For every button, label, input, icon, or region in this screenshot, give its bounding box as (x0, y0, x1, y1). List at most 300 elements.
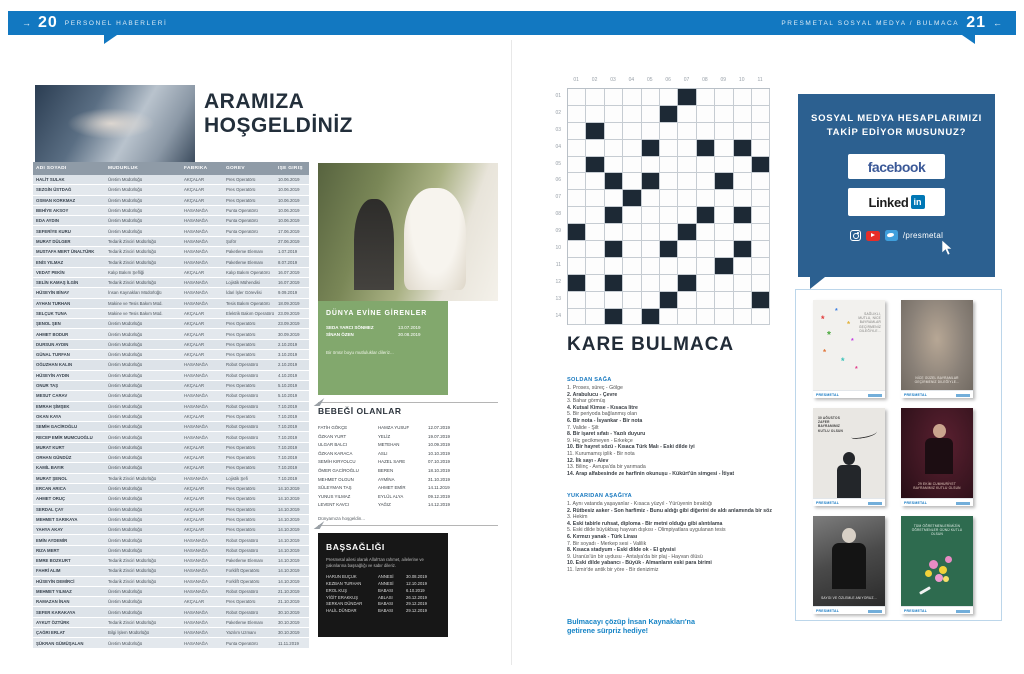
table-cell: 30.10.2019 (278, 619, 300, 625)
table-cell: AKÇALAR (184, 331, 205, 337)
instagram-icon (850, 230, 861, 241)
page-number-left: 20 (38, 14, 58, 31)
condolence-row (326, 588, 440, 595)
table-cell: HASANAĞA (184, 393, 208, 399)
table-cell: RECEP EMİR MUMCUOĞLU (36, 434, 93, 440)
table-row (33, 463, 309, 473)
table-cell: Üretim Müdürlüğü (108, 383, 143, 389)
table-cell: 5.10.2019 (278, 383, 298, 389)
table-cell: Üretim Müdürlüğü (108, 516, 143, 522)
crossword-cell (568, 309, 586, 326)
table-cell: Kalıp Bakım Operatörü (226, 269, 270, 275)
marriage-name: SİNAN ÖZEN (326, 332, 354, 337)
table-row (33, 371, 309, 381)
crossword-cell (697, 106, 715, 123)
crossword-cell (642, 106, 660, 123)
crossword-cell (623, 106, 641, 123)
crossword-cell (568, 123, 586, 140)
table-cell: Robot Operatörü (226, 547, 259, 553)
crossword-cell (660, 224, 678, 241)
table-row (33, 587, 309, 597)
arrow-left-icon: ← (993, 18, 1002, 28)
crossword-cell (752, 241, 770, 258)
table-cell: Üretim Müdürlüğü (108, 187, 143, 193)
table-cell: 14.10.2019 (278, 547, 300, 553)
table-cell: ŞÜKRAN GÜMÜŞALAN (36, 640, 84, 646)
crossword-cell (752, 207, 770, 224)
crossword-cell (678, 173, 696, 190)
crossword-cell (678, 157, 696, 174)
table-cell: AHMET ORUÇ (36, 496, 66, 502)
table-cell: OKAN KAYA (36, 413, 62, 419)
condolence-relation: BABASI (378, 601, 394, 607)
table-cell: AKÇALAR (184, 352, 205, 358)
table-cell: VEDAT PEKİN (36, 269, 65, 275)
across-clue: 7. Valide - Şilt (567, 424, 599, 431)
crossword-cell (752, 190, 770, 207)
condolence-name: HALİL DÜNDAR (326, 608, 357, 614)
table-cell: SEFERİYE KURU (36, 228, 71, 234)
cover-caption: 29 EKİM CUMHURİYET BAYRAMIMIZ KUTLU OLSUN (913, 481, 961, 490)
crossword-cell (586, 292, 604, 309)
headline-line-2: HOŞGELDİNİZ (204, 114, 354, 137)
crossword-cell (642, 89, 660, 106)
table-row (33, 278, 309, 288)
crossword-cell (605, 157, 623, 174)
table-cell: EMRAH ŞİMŞEK (36, 403, 70, 409)
crossword-cell (752, 309, 770, 326)
crossword-cell (568, 275, 586, 292)
table-cell: Üretim Müdürlüğü (108, 372, 143, 378)
crossword-cell (623, 258, 641, 275)
table-cell: Tedarik Zinciri Müdürlüğü (108, 475, 156, 481)
table-cell: 14.10.2019 (278, 537, 300, 543)
personnel-table (33, 162, 309, 649)
crossword-cell (734, 275, 752, 292)
cover-caption: NİCE GÜZEL BAYRAMLAR GEÇİRMENİZ DİLEĞİYLE... (914, 375, 960, 384)
table-cell: 8.07.2019 (278, 259, 298, 265)
table-row (33, 391, 309, 401)
table-cell: 16.07.2019 (278, 280, 300, 286)
crossword-cell (623, 89, 641, 106)
figure-head (933, 424, 946, 438)
table-cell: Robot Operatörü (226, 403, 259, 409)
table-cell: Pres Operatörü (226, 527, 256, 533)
cover-footer (901, 498, 973, 506)
crossword-cell (586, 89, 604, 106)
cover-brand-logo: PRESMETAL (816, 609, 840, 613)
crossword-cell (660, 309, 678, 326)
cover-footer-accent (868, 610, 882, 613)
table-cell: Üretim Müdürlüğü (108, 208, 143, 214)
condolence-relation: ANNESİ (378, 574, 394, 580)
babies-section (318, 406, 468, 521)
table-row (33, 474, 309, 484)
across-clues-list (567, 385, 785, 477)
crossword-cell (697, 241, 715, 258)
table-cell: Pres Operatörü (226, 383, 256, 389)
table-cell: HASANAĞA (184, 362, 208, 368)
table-cell: Pres Operatörü (226, 341, 256, 347)
table-cell: Pres Operatörü (226, 465, 256, 471)
crossword-cell (715, 241, 733, 258)
table-cell: Robot Operatörü (226, 609, 259, 615)
crossword-cell (697, 224, 715, 241)
table-cell: MURAT DÜLGER (36, 238, 71, 244)
cover-brand-logo: PRESMETAL (904, 393, 928, 397)
table-row (33, 556, 309, 566)
across-clue: 4. Kutsal Kimse - Kısaca litre (567, 404, 638, 411)
crossword-cell (605, 173, 623, 190)
table-cell: Bilgi İşlem Müdürlüğü (108, 630, 150, 636)
condolences-message: Presmetal ailesi olarak Allah'tan rahmet, ailelerine ve yakınlarına başsağlığı ve sabır dileriz. (326, 557, 424, 568)
crossword-cell (568, 292, 586, 309)
condolence-row (326, 574, 440, 581)
crossword-cell (752, 123, 770, 140)
pinwheel-glyph: * (823, 348, 827, 357)
table-cell: Pres Operatörü (226, 352, 256, 358)
baby-parent: LEVENT KAVCI (318, 502, 350, 508)
table-cell: Forklift Operatörü (226, 568, 260, 574)
crossword-cell (678, 275, 696, 292)
table-cell: Tedarik Zinciri Müdürlüğü (108, 619, 156, 625)
cover-footer-accent (956, 502, 970, 505)
row-label: 03 (555, 126, 561, 133)
crossword-cell (605, 190, 623, 207)
col-label: 02 (591, 77, 598, 83)
pinwheel-glyph: * (821, 314, 825, 324)
cover-brand-logo: PRESMETAL (816, 501, 840, 505)
twitter-icon (885, 230, 898, 241)
table-cell: 30.10.2019 (278, 630, 300, 636)
baby-date: 31.10.2019 (428, 476, 450, 482)
table-row (33, 515, 309, 525)
pinwheel-glyph: * (841, 356, 845, 366)
cover-caption: TÜM ÖĞRETMENLERİMİZİN ÖĞRETMENLER GÜNÜ KUTLU OLSUN (911, 524, 963, 537)
table-cell: AHMET BODUR (36, 331, 69, 337)
crossword-cell (678, 224, 696, 241)
table-cell: Punta Operatörü (226, 640, 258, 646)
table-row (33, 443, 309, 453)
table-cell: AKÇALAR (184, 506, 205, 512)
table-cell: Pres Operatörü (226, 486, 256, 492)
table-cell: AKÇALAR (184, 516, 205, 522)
table-cell: 10.06.2019 (278, 218, 300, 224)
crossword-cell (752, 140, 770, 157)
baby-row (318, 441, 468, 450)
table-header-row (33, 162, 309, 175)
baby-parent: ÖMER GACİROĞLU (318, 467, 359, 473)
table-row (33, 505, 309, 515)
cover-footer (901, 606, 973, 614)
table-row (33, 350, 309, 360)
condolence-row (326, 601, 440, 608)
social-icons-row (798, 230, 995, 241)
cursor-icon (940, 240, 956, 258)
crossword-cell (752, 275, 770, 292)
cover-brand-logo: PRESMETAL (904, 501, 928, 505)
crossword-cell (605, 309, 623, 326)
baby-date: 19.07.2019 (428, 433, 450, 439)
cover-brand-logo: PRESMETAL (904, 609, 928, 613)
table-cell: AKÇALAR (184, 187, 205, 193)
magazine-cover (813, 300, 885, 398)
down-clue: 1. Aynı vatanda yaşayanlar - Kısaca yüzyıl - Yürüyenin bıraktığı (567, 501, 713, 507)
baby-name: HAZEL SARE (378, 459, 406, 465)
table-cell: MEHMET YILMAZ (36, 589, 72, 595)
table-row (33, 546, 309, 556)
table-cell: Üretim Müdürlüğü (108, 455, 143, 461)
crossword-cell (642, 157, 660, 174)
table-row (33, 422, 309, 432)
table-cell: Tedarik Zinciri Müdürlüğü (108, 259, 156, 265)
table-row (33, 638, 309, 648)
table-row (33, 185, 309, 195)
crossword-cell (605, 275, 623, 292)
table-cell: 7.10.2019 (278, 475, 298, 481)
table-row (33, 237, 309, 247)
crossword-cell (715, 207, 733, 224)
table-row (33, 196, 309, 206)
across-clue: 10. Bir hayret sözü - Kısaca Türk Malı - Eski dilde iyi (567, 444, 695, 451)
across-clue: 8. Bir işaret sıfatı - Yazılı duyuru (567, 431, 646, 438)
table-cell: 21.10.2019 (278, 599, 300, 605)
crossword-cell (586, 309, 604, 326)
condolence-name: YİĞİT ERAKKUŞ (326, 594, 359, 600)
crossword-cell (586, 207, 604, 224)
crossword-cell (697, 292, 715, 309)
table-row (33, 309, 309, 319)
table-cell: HASANAĞA (184, 403, 208, 409)
magazine-cover (813, 516, 885, 614)
pinwheel-glyph: * (827, 330, 831, 341)
condolence-relation: BABASI (378, 587, 394, 593)
table-cell: Pres Operatörü (226, 177, 256, 183)
table-cell: Makine ve Tesis Bakım Müd. (108, 311, 163, 316)
crossword-cell (715, 224, 733, 241)
condolence-row (326, 581, 440, 588)
crossword-cell (697, 140, 715, 157)
table-cell: HASANAĞA (184, 280, 208, 286)
marriage-row (326, 324, 440, 331)
table-row (33, 175, 309, 185)
table-cell: İnsan Kaynakları Müdürlüğü (108, 290, 162, 296)
table-cell: 14.10.2019 (278, 516, 300, 522)
crossword-cell (568, 157, 586, 174)
crossword-cell (605, 292, 623, 309)
crossword-cell (568, 89, 586, 106)
table-cell: EDA AYDIN (36, 218, 59, 224)
table-cell: Robot Operatörü (226, 372, 259, 378)
crossword-cell (642, 224, 660, 241)
table-cell: Üretim Müdürlüğü (108, 547, 143, 553)
crossword-cell (734, 207, 752, 224)
table-cell: Üretim Müdürlüğü (108, 434, 143, 440)
crossword-cell (605, 89, 623, 106)
cover-footer-accent (868, 502, 882, 505)
crossword-cell (678, 258, 696, 275)
crossword-cell (660, 190, 678, 207)
table-row (33, 226, 309, 236)
table-cell: Paketleme Elemanı (226, 259, 264, 265)
table-cell: 14.10.2019 (278, 568, 300, 574)
crossword-cell (568, 173, 586, 190)
table-cell: 16.07.2019 (278, 269, 300, 275)
table-cell: 4.10.2019 (278, 372, 298, 378)
pinwheel-glyph: * (851, 338, 854, 345)
col-label: 06 (665, 77, 671, 83)
table-cell: ENİS YILMAZ (36, 259, 64, 265)
across-clue: 13. Bilinç - Avrupa'da bir yarımada (567, 464, 646, 471)
table-cell: SELİN KAMAŞ İLGİN (36, 280, 79, 286)
baby-row (318, 450, 468, 459)
table-cell: AKÇALAR (184, 444, 205, 450)
table-cell: 10.06.2019 (278, 197, 300, 203)
magazine-cover (901, 516, 973, 614)
table-cell: İdari İşler Görevlisi (226, 290, 262, 296)
row-label: 12 (555, 278, 561, 285)
table-row (33, 299, 309, 309)
table-cell: Üretim Müdürlüğü (108, 496, 143, 502)
table-cell: Üretim Müdürlüğü (108, 537, 143, 543)
down-clue: 10. Eski dilde yabancı - Büyük - Almanların eski para birimi (567, 560, 712, 567)
table-cell: HASANAĞA (184, 619, 208, 625)
table-cell: Pres Operatörü (226, 331, 256, 337)
table-row (33, 206, 309, 216)
cover-caption: SAĞLIKLI, MUTLU, NİCE BAYRAMLAR GEÇİRMENİZ DİLEĞİYLE... (858, 312, 881, 333)
table-cell: AKÇALAR (184, 383, 205, 389)
row-label: 14 (555, 312, 561, 319)
table-cell: Üretim Müdürlüğü (108, 413, 143, 419)
table-cell: 23.09.2019 (278, 321, 300, 327)
table-cell: HASANAĞA (184, 578, 208, 584)
condolence-date: 30.08.2019 (406, 574, 427, 580)
magazine-covers-panel (795, 289, 1002, 621)
table-cell: AKÇALAR (184, 465, 205, 471)
crossword-cell (752, 89, 770, 106)
crossword-cell (642, 140, 660, 157)
crossword-cell (568, 190, 586, 207)
crossword-cell (605, 224, 623, 241)
crossword-cell (605, 140, 623, 157)
crossword-cell (642, 123, 660, 140)
crossword-cell (586, 157, 604, 174)
table-cell: ŞENOL ŞEN (36, 321, 61, 327)
table-cell: 18.09.2019 (278, 300, 300, 306)
crossword-cell (752, 292, 770, 309)
section-divider (318, 525, 498, 526)
wedding-photo (318, 163, 498, 301)
crossword-cell (734, 123, 752, 140)
magazine-cover (901, 408, 973, 506)
table-cell: 7.10.2019 (278, 403, 298, 409)
baby-row (318, 476, 468, 485)
crossword-cell (660, 241, 678, 258)
table-cell: HASANAĞA (184, 259, 208, 265)
page-number-right: 21 (966, 14, 986, 31)
crossword-cell (586, 140, 604, 157)
table-row (33, 535, 309, 545)
table-cell: Pres Operatörü (226, 444, 256, 450)
crossword-cell (715, 292, 733, 309)
header-bar-left (8, 11, 512, 35)
marriages-title: DÜNYA EVİNE GİRENLER (326, 310, 428, 317)
crossword-cell (623, 207, 641, 224)
table-cell: AKÇALAR (184, 599, 205, 605)
figure-head (842, 528, 856, 543)
table-cell: Punta Operatörü (226, 218, 258, 224)
across-clue: 12. İlk sayı - Alev (567, 457, 609, 464)
table-row (33, 577, 309, 587)
table-cell: 7.10.2019 (278, 424, 298, 430)
table-cell: RAMAZAN İNAN (36, 599, 70, 605)
table-row (33, 412, 309, 422)
crossword-cell (586, 258, 604, 275)
table-cell: HASANAĞA (184, 228, 208, 234)
table-cell: Üretim Müdürlüğü (108, 331, 143, 337)
cover-caption: 30 AĞUSTOS ZAFER BAYRAMIMIZ KUTLU OLSUN (818, 416, 844, 433)
table-cell: 5.10.2019 (278, 393, 298, 399)
baby-name: AHMET EMİR (378, 485, 406, 491)
down-clue: 3. Hekim (567, 514, 588, 521)
table-cell: Üretim Müdürlüğü (108, 640, 143, 646)
col-label: 05 (646, 77, 653, 83)
condolences-box (318, 533, 448, 637)
table-cell: Üretim Müdürlüğü (108, 506, 143, 512)
crossword-cell (715, 140, 733, 157)
social-media-box (798, 94, 995, 277)
table-cell: 7.10.2019 (278, 465, 298, 471)
table-cell: Elektrik Bakım Operatörü (226, 311, 274, 316)
table-cell: 7.10.2019 (278, 455, 298, 461)
crossword-cell (623, 292, 641, 309)
crossword-cell (586, 190, 604, 207)
table-cell: ERCAN ARICA (36, 486, 66, 492)
down-clue: 11. İzmir'de antik bir yöre - Bir denizimiz (567, 566, 659, 573)
table-header-cell: GÖREV (226, 166, 245, 171)
table-cell: KAMİL BAYIR (36, 465, 64, 471)
table-cell: 7.10.2019 (278, 434, 298, 440)
table-cell: MESUT CARAV (36, 393, 68, 399)
table-header-cell: FABRİKA (184, 166, 208, 171)
table-cell: 14.10.2019 (278, 558, 300, 564)
crossword-cell (623, 140, 641, 157)
baby-name: METEHAN (378, 442, 400, 448)
crossword-cell (642, 309, 660, 326)
table-cell: AKÇALAR (184, 455, 205, 461)
crossword-cell (568, 207, 586, 224)
across-clue: 3. Bahar görmüş (567, 398, 606, 405)
across-clue: 6. Bir nota - İsyankar - Bir nota (567, 417, 643, 424)
table-cell: HASANAĞA (184, 475, 208, 481)
down-clue: 4. Eski tabirle ruhsat, diploma - Bir metni olduğu gibi alıntılama (567, 520, 723, 527)
crossword-cell (623, 173, 641, 190)
flower-dot (925, 570, 932, 577)
table-cell: MEHMET SARIKAYA (36, 516, 78, 522)
crossword-cell (586, 106, 604, 123)
down-clues-list (567, 501, 785, 574)
down-clues-title: YUKARIDAN AŞAĞIYA (567, 493, 632, 499)
condolences-title: BAŞSAĞLIĞI (326, 542, 385, 552)
table-cell: Punta Operatörü (226, 208, 258, 214)
table-cell: HASANAĞA (184, 300, 208, 306)
crossword-cell (586, 123, 604, 140)
linkedin-wordmark: Linked (868, 194, 909, 210)
crossword-cell (568, 258, 586, 275)
crossword-cell (678, 241, 696, 258)
crossword-cell (660, 106, 678, 123)
table-cell: 7.10.2019 (278, 413, 298, 419)
